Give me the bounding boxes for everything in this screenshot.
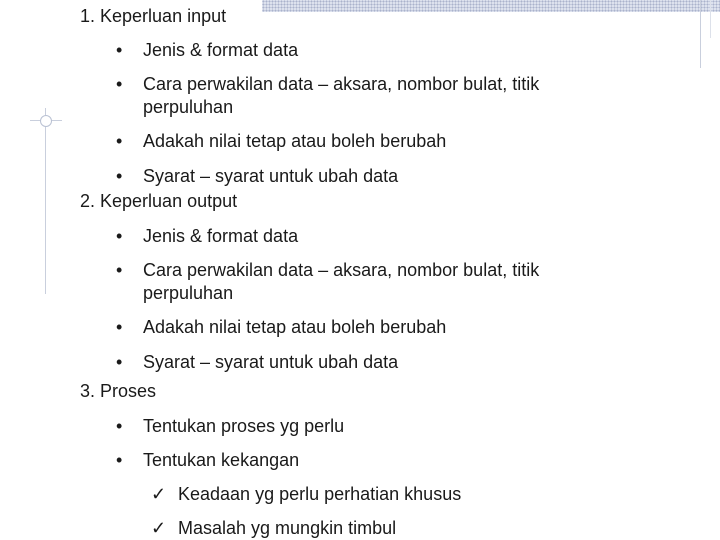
list-item-continuation: perpuluhan (143, 283, 234, 303)
decoration-line (700, 0, 701, 68)
bullet-marker: • (116, 416, 123, 436)
section-heading: 2. Keperluan output (80, 191, 238, 211)
bullet-marker: • (116, 40, 123, 60)
bullet-marker: • (116, 131, 123, 151)
bullet-marker: • (116, 352, 123, 372)
list-item: Cara perwakilan data – aksara, nombor bulat, titik (143, 260, 540, 280)
list-item: Tentukan kekangan (143, 450, 300, 470)
sub-list-item: Keadaan yg perlu perhatian khusus (178, 484, 462, 504)
bullet-marker: • (116, 74, 123, 94)
list-item: Syarat – syarat untuk ubah data (143, 352, 399, 372)
bullet-marker: • (116, 226, 123, 246)
list-item: Adakah nilai tetap atau boleh berubah (143, 131, 447, 151)
header-decoration (262, 0, 720, 12)
bullet-marker: • (116, 260, 123, 280)
bullet-marker: • (116, 450, 123, 470)
bullet-marker: • (116, 317, 123, 337)
sub-list-item: Masalah yg mungkin timbul (178, 518, 397, 538)
list-item-continuation: perpuluhan (143, 97, 234, 117)
bullet-marker: • (116, 166, 123, 186)
list-item: Tentukan proses yg perlu (143, 416, 345, 436)
list-item: Cara perwakilan data – aksara, nombor bulat, titik (143, 74, 540, 94)
list-item: Adakah nilai tetap atau boleh berubah (143, 317, 447, 337)
list-item: Syarat – syarat untuk ubah data (143, 166, 399, 186)
section-heading: 1. Keperluan input (80, 6, 227, 26)
decoration-circle (40, 115, 52, 127)
check-icon: ✓ (151, 484, 167, 504)
section-heading: 3. Proses (80, 381, 157, 401)
list-item: Jenis & format data (143, 226, 299, 246)
check-icon: ✓ (151, 518, 167, 538)
decoration-line (710, 0, 711, 38)
list-item: Jenis & format data (143, 40, 299, 60)
decoration-line (45, 108, 46, 294)
